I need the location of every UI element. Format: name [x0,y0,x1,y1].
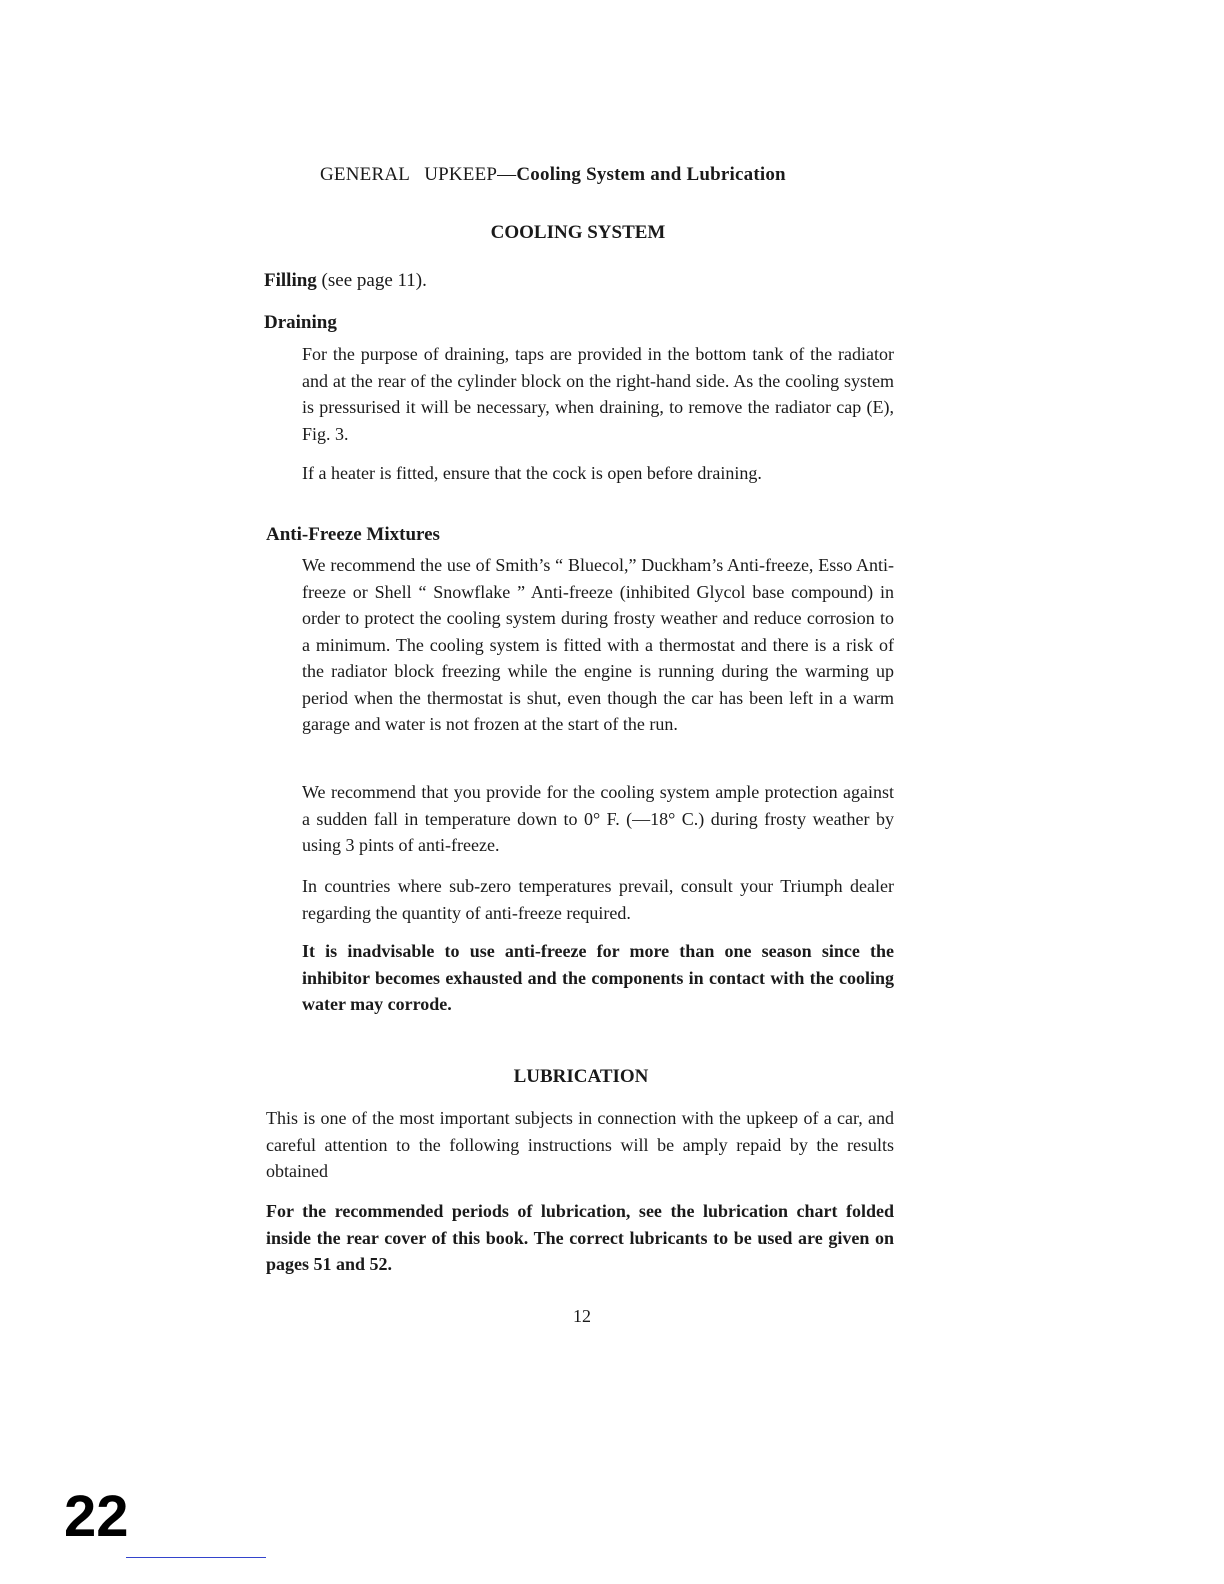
scan-underline [126,1557,266,1558]
lubrication-paragraph: This is one of the most important subjects in connection with the upkeep of a car, and careful attention to the following instructions will be amply repaid by the results obtained [266,1108,894,1181]
draining-paragraph: For the purpose of draining, taps are provided in the bottom tank of the radiator and at the rear of the cylinder block on the right-hand side. As the cooling system is pressurised it will be necessary, when draining, to remove the radiator cap (E), Fig. 3. [302,344,894,444]
anti-freeze-warning: It is inadvisable to use anti-freeze for more than one season since the inhibitor becomes exhausted and the components in contact with the cooling water may corrode. [302,941,894,1014]
sub-zero-paragraph: In countries where sub-zero temperatures prevail, consult your Triumph dealer regarding the quantity of anti-freeze required. [302,876,894,923]
protection-paragraph: We recommend that you provide for the cooling system ample protection against a sudden fall in temperature down to 0° F. (—18° C.) during frosty weather by using 3 pints of anti-freeze. [302,782,894,855]
anti-freeze-heading: Anti-Freeze Mixtures [266,524,440,545]
scan-page-number: 22 [64,1484,129,1549]
anti-freeze-paragraph: We recommend the use of Smith’s “ Bluecol,” Duckham’s Anti-freeze, Esso Anti-freeze or Shell “ Snowflake ” Anti-freeze (inhibited Glycol base compound) in order to protect the cooling system during frosty weather and reduce corrosion to a minimum. The cooling system is fitted with a thermostat and there is a risk of the radiator block freezing while the engine is running during the warming up period when the thermostat is shut, even though the car has been left in a warm garage and water is not frozen at the start of the run. [302,555,894,734]
page-number: 12 [573,1306,591,1326]
filling-label: Filling [264,270,317,291]
running-head-prefix: GENERAL UPKEEP— [320,164,517,185]
cooling-system-title: COOLING SYSTEM [490,222,666,243]
running-head [320,164,786,186]
draining-heading: Draining [264,312,337,333]
lubrication-title: LUBRICATION [513,1066,649,1087]
lubrication-periods-paragraph: For the recommended periods of lubrication, see the lubrication chart folded inside the rear cover of this book. The correct lubricants to be used are given on pages 51 and 52. [266,1201,894,1274]
running-head-bold: Cooling System and Lubrication [516,164,786,185]
filling-line [264,270,427,292]
heater-paragraph: If a heater is fitted, ensure that the cock is open before draining. [302,463,762,483]
filling-ref: (see page 11). [316,270,427,291]
